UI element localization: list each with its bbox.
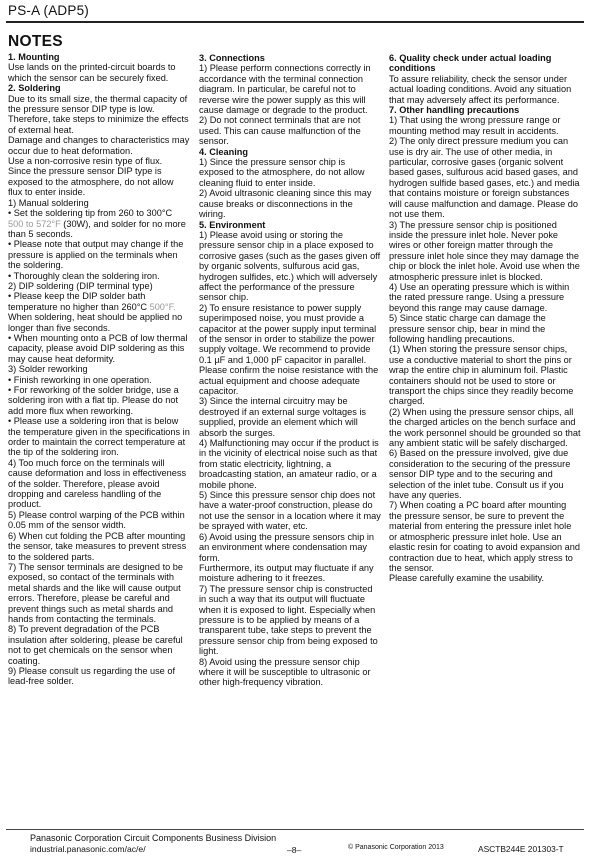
fahrenheit-value: 500°F. [147,301,176,312]
paragraph-text: • Please note that output may change if the pressure is applied on the terminals when the soldering. [8,239,184,271]
paragraph-text: 5) Since static charge can damage the pressure sensor chip, bear in mind the following handling precautions. [389,313,546,344]
notes-column-2 [199,53,381,688]
paragraph-text: 4) Use an operating pressure which is within the rated pressure range. Using a pressure beyond this range may cause damage. [389,281,570,313]
paragraph-text: (30W), and solder for no more than 5 seconds. [8,218,186,239]
paragraph-text: 5) Please control warping of the PCB within 0.05 mm of the sensor width. [8,509,185,531]
paragraph [8,531,190,562]
paragraph [389,220,581,282]
paragraph-text: 1) Please perform connections correctly in accordance with the terminal connection diagram. In particular, be careful not to reverse wire the power supply as this will cause damage or degrade to the product. [199,63,371,116]
paragraph-text: 3) Since the internal circuitry may be destroyed if an external surge voltages is supplied, provide an element which will absorb the surges. [199,396,366,438]
paragraph-text: (2) When using the pressure sensor chips, all the charged articles on the bench surface and the work personnel should be grounded so that any ambient static will be safely discharged. [389,406,581,449]
paragraph [199,438,381,490]
paragraph-text: 8) Avoid using the pressure sensor chip where it will be susceptible to ultrasonic or other high-frequency vibration. [199,656,371,688]
paragraph-text: 5) Since this pressure sensor chip does not have a water-proof construction, please do not use the sensor in a location where it may be sprayed with water, etc. [199,490,381,532]
paragraph [8,62,190,83]
paragraph [389,115,581,136]
paragraph-text: 2) The only direct pressure medium you can use is dry air. The use of other media, in particular, corrosive gases (organic solvent based gases, sulfurous acid based gases, and hydrogen sulfide based gases, etc.) and media that contains moisture or foreign substances will cause malfunction and damage. Please do not use them. [389,136,580,220]
paragraph [199,303,381,397]
paragraph-text: 4. Cleaning [199,146,249,157]
paragraph [389,136,581,219]
paragraph-text: 8) To prevent degradation of the PCB insulation after soldering, please be careful not to get chemicals on the sensor when coating. [8,624,183,666]
paragraph [8,291,190,312]
paragraph-text: 1) Manual soldering [8,197,89,208]
fahrenheit-value: 500 to 572°F [8,218,61,229]
paragraph [8,385,190,416]
paragraph-text: (1) When storing the pressure sensor chips, use a conductive material to short the pins or wrap the entire chip in aluminum foil. Plastic containers should not be used to store or transport the chips since they readily become charged. [389,344,574,407]
paragraph [8,271,190,281]
paragraph-text: Damage and changes to characteristics may occur due to heat deformation. [8,135,190,156]
paragraph-text: 1. Mounting [8,52,60,62]
paragraph-text: • Please use a soldering iron that is below the temperature given in the specifications in order to maintain the correct temperature at the tip of the soldering iron. [8,416,190,458]
copyright: © Panasonic Corporation 2013 [348,844,444,851]
paragraph [8,416,190,458]
paragraph-text: 5. Environment [199,219,266,230]
paragraph [199,230,381,303]
paragraph [199,490,381,532]
paragraph-text: Use lands on the printed-circuit boards to which the sensor can be securely fixed. [8,62,176,83]
paragraph [199,563,381,584]
paragraph-text: 9) Please consult us regarding the use of lead-free solder. [8,665,176,687]
page-header-title: PS-A (ADP5) [8,3,89,18]
paragraph [8,198,190,208]
paragraph [8,624,190,666]
paragraph [199,115,381,146]
paragraph-text: To assure reliability, check the sensor under actual loading conditions. Avoid any situation that may adversely affect its performance. [389,73,572,105]
paragraph [8,364,190,374]
section-heading [8,83,190,93]
paragraph-text: 2) DIP soldering (DIP terminal type) [8,280,153,291]
document-code: ASCTB244E 201303-T [478,844,564,854]
paragraph-text: • When mounting onto a PCB of low thermal capacity, please avoid DIP soldering as this may cause heat deformity. [8,332,188,364]
paragraph [389,407,581,449]
paragraph-text: • Set the soldering tip from 260 to 300°C [8,208,173,219]
paragraph [199,396,381,438]
paragraph-text: • Please keep the DIP solder bath temperature no higher than 260°C [8,291,148,312]
paragraph-text: Since the pressure sensor DIP type is exposed to the atmosphere, do not allow flux to enter inside. [8,166,174,198]
paragraph-text: When soldering, heat should be applied no longer than five seconds. [8,312,183,333]
paragraph [389,313,581,344]
paragraph-text: • Thoroughly clean the soldering iron. [8,270,160,281]
paragraph [8,666,190,687]
paragraph-text: 1) That using the wrong pressure range or mounting method may result in accidents. [389,115,561,136]
paragraph [199,657,381,688]
paragraph [389,344,581,406]
paragraph [8,458,190,510]
paragraph-text: 6) Avoid using the pressure sensors chip in an environment where condensation may form. [199,531,375,563]
notes-column-1 [8,52,190,687]
paragraph-text: Due to its small size, the thermal capacity of the pressure sensor DIP type is low. Therefore, take steps to minimize the effects of external heat. [8,93,189,135]
paragraph-text: Please carefully examine the usability. [389,573,545,584]
page-number: –8– [287,845,302,855]
paragraph-text: 6) Based on the pressure involved, give due consideration to the securing of the pressure sensor DIP type and to the securing and selection of the inlet tube. Consult us if you have any queries. [389,448,571,501]
footer-rule [6,829,584,830]
paragraph [199,584,381,657]
paragraph [8,135,190,156]
paragraph [8,208,190,218]
paragraph [8,333,190,364]
paragraph [8,166,190,197]
paragraph-text: 6. Quality check under actual loading conditions [389,53,552,74]
paragraph-text: 1) Please avoid using or storing the pressure sensor chip in a place exposed to corrosive gases (such as the gases given off by organic solvents, sulfurous acid gas, hydrogen sulfides, etc.) which will adversely affect the performance of the pressure sensor chip. [199,229,381,303]
paragraph [8,281,190,291]
section-heading [199,147,381,157]
paragraph [389,282,581,313]
paragraph-text: Furthermore, its output may fluctuate if any moisture adhering to it freezes. [199,562,374,584]
paragraph [199,532,381,563]
paragraph-text: 7) The pressure sensor chip is constructed in such a way that its output will fluctuate when it is exposed to light. Especially when pressure is to be applied by means of a transparent tube, take steps to prevent the pressure sensor chip from being exposed to light. [199,583,378,657]
paragraph-text: 7) When coating a PC board after mounting the pressure sensor, be sure to prevent the material from entering the pressure inlet hole or atmospheric pressure inlet hole. Use an elastic resin for coating to avoid expansion and contraction due to heat, which apply stress to the sensor. [389,500,581,573]
section-heading [389,105,581,115]
paragraph [389,448,581,500]
paragraph-text: 1) Since the pressure sensor chip is exposed to the atmosphere, do not allow cleaning fluid to enter inside. [199,157,365,188]
notes-column-3 [389,53,581,584]
paragraph [389,573,581,583]
paragraph-text: • For reworking of the solder bridge, use a soldering iron with a flat tip. Please do not add more flux when reworking. [8,385,179,416]
paragraph [389,74,581,105]
footer-company: Panasonic Corporation Circuit Components Business Division [30,833,277,843]
paragraph [8,239,190,270]
paragraph-text: 6) When cut folding the PCB after mounting the sensor, take measures to prevent stress to the soldered parts. [8,530,187,562]
paragraph-text: 3. Connections [199,53,265,63]
paragraph-text: 2) Avoid ultrasonic cleaning since this may cause breaks or disconnections in the wiring. [199,188,372,220]
paragraph-text: 4) Too much force on the terminals will cause deformation and loss in effectiveness of the solder. Therefore, please avoid dropping and careless handling of the product. [8,457,187,510]
paragraph [8,219,190,240]
paragraph [8,562,190,624]
paragraph [199,157,381,188]
paragraph-text: 7) The sensor terminals are designed to be exposed, so contact of the terminals with metal shards and the like will cause output errors. Therefore, please be careful and prevent things such as metal shards and hands from contacting the terminals. [8,561,184,624]
paragraph-text: 3) The pressure sensor chip is positioned inside the pressure inlet hole. Never poke wires or other foreign matter through the pressure inlet hole since they may damage the chip or block the inlet hole. Avoid use when the atmospheric pressure inlet is blocked. [389,219,580,282]
paragraph [8,94,190,136]
paragraph [199,63,381,115]
paragraph-text: 7. Other handling precautions [389,105,520,116]
paragraph-text: 2. Soldering [8,83,61,94]
paragraph [8,510,190,531]
section-heading [199,220,381,230]
paragraph-text: 2) Do not connect terminals that are not used. This can cause malfunction of the sensor. [199,115,361,147]
paragraph-text: 2) To ensure resistance to power supply superimposed noise, you must provide a capacitor at the power supply input terminal of the sensor in order to stabilize the power supply voltage. We recommend to provide 0.1 µF and 1,000 pF capacitor in parallel. Please confirm the noise resistance with the actual equipment and choose adequate capacitor. [199,302,379,396]
paragraph [8,312,190,333]
paragraph [199,188,381,219]
paragraph-text: 3) Solder reworking [8,364,88,375]
paragraph [8,375,190,385]
section-heading [8,52,190,62]
section-heading [389,53,581,74]
paragraph [389,500,581,573]
paragraph-text: • Finish reworking in one operation. [8,374,152,385]
notes-title: NOTES [8,33,63,50]
header-rule [6,21,584,23]
paragraph-text: Use a non-corrosive resin type of flux. [8,156,163,167]
footer-url[interactable]: industrial.panasonic.com/ac/e/ [30,844,146,854]
paragraph-text: 4) Malfunctioning may occur if the product is in the vicinity of electrical noise such as that from static electricity, lightning, a broadcasting station, an amateur radio, or a mobile phone. [199,438,379,490]
section-heading [199,53,381,63]
paragraph [8,156,190,166]
